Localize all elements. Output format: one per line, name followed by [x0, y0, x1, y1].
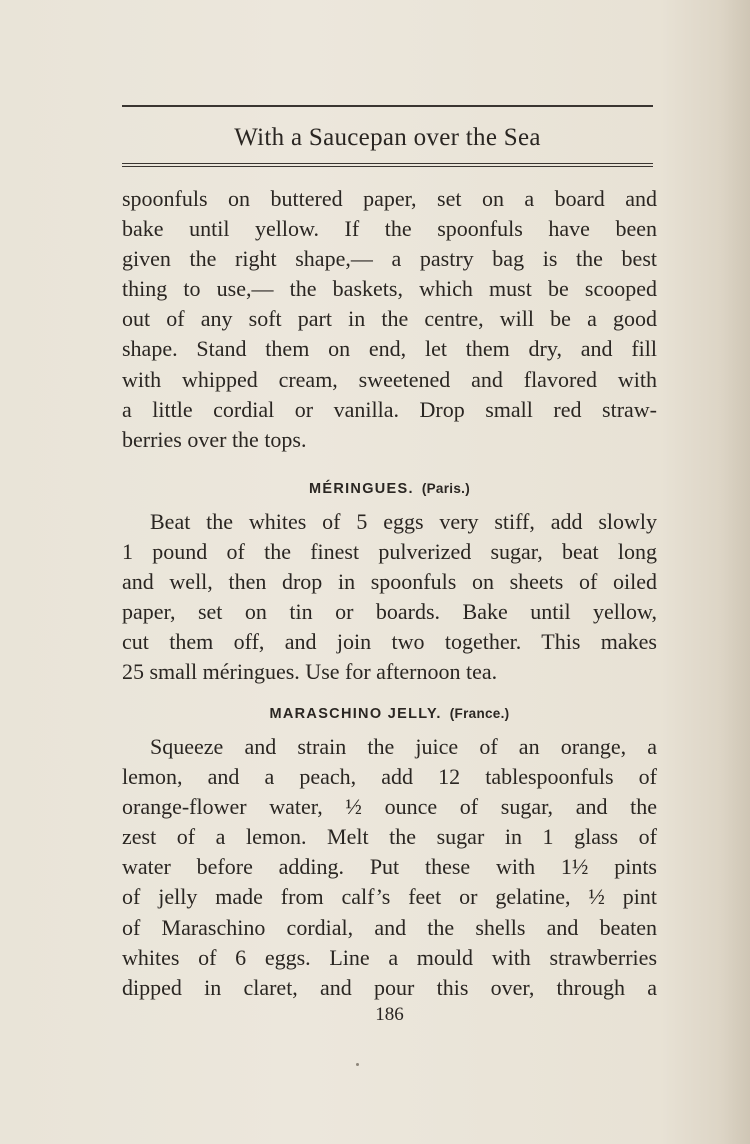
text-line: 25 small méringues. Use for afternoon tea.: [122, 659, 498, 685]
text-line: shape. Stand them on end, let them dry, and fill: [122, 336, 657, 362]
text-line: Beat the whites of 5 eggs very stiff, add slowly: [150, 509, 657, 534]
text-line: berries over the tops.: [122, 426, 307, 452]
recipe-origin: (France.): [449, 706, 510, 721]
text-line: a little cordial or vanilla. Drop small red straw-: [122, 396, 657, 422]
header-rule-bottom: [122, 163, 653, 164]
text-line: orange-flower water, ½ ounce of sugar, and the: [122, 794, 657, 820]
text-line: bake until yellow. If the spoonfuls have been: [122, 216, 657, 242]
text-line: paper, set on tin or boards. Bake until yellow,: [122, 599, 657, 625]
text-line: given the right shape,— a pastry bag is the best: [122, 246, 657, 272]
text-line: of Maraschino cordial, and the shells and beaten: [122, 914, 657, 940]
recipe-title: MARASCHINO JELLY.: [269, 706, 442, 722]
header-rule-top: [122, 105, 653, 107]
text-line: 1 pound of the finest pulverized sugar, beat long: [122, 539, 657, 565]
recipe-body-meringues: [122, 507, 657, 688]
running-head: With a Saucepan over the Sea: [234, 124, 541, 151]
text-line: water before adding. Put these with 1½ pints: [122, 854, 657, 880]
text-line: lemon, and a peach, add 12 tablespoonfuls of: [122, 764, 657, 790]
text-line: of jelly made from calf’s feet or gelatine, ½ pint: [122, 884, 657, 910]
text-line: whites of 6 eggs. Line a mould with strawberries: [122, 944, 657, 970]
text-line: spoonfuls on buttered paper, set on a board and: [122, 186, 657, 211]
text-line: thing to use,— the baskets, which must be scooped: [122, 276, 657, 302]
recipe-body-maraschino-jelly: [122, 732, 657, 1003]
recipe-heading-maraschino-jelly: [122, 703, 657, 725]
paper-speck: [356, 1063, 359, 1066]
recipe-heading-meringues: [122, 478, 657, 500]
recipe-origin: (Paris.): [421, 481, 470, 496]
text-line: cut them off, and join two together. This makes: [122, 629, 657, 655]
header-rule-bottom-double: [122, 166, 653, 167]
text-line: dipped in claret, and pour this over, through a: [122, 974, 657, 1000]
text-line: out of any soft part in the centre, will be a good: [122, 306, 657, 332]
text-line: and well, then drop in spoonfuls on sheets of oiled: [122, 569, 657, 595]
recipe-title: MÉRINGUES.: [308, 481, 414, 497]
page-number: 186: [375, 1004, 404, 1025]
text-line: zest of a lemon. Melt the sugar in 1 glass of: [122, 824, 657, 850]
text-line: Squeeze and strain the juice of an orange, a: [150, 734, 657, 759]
text-line: with whipped cream, sweetened and flavored with: [122, 366, 657, 392]
continued-paragraph: [122, 184, 657, 455]
